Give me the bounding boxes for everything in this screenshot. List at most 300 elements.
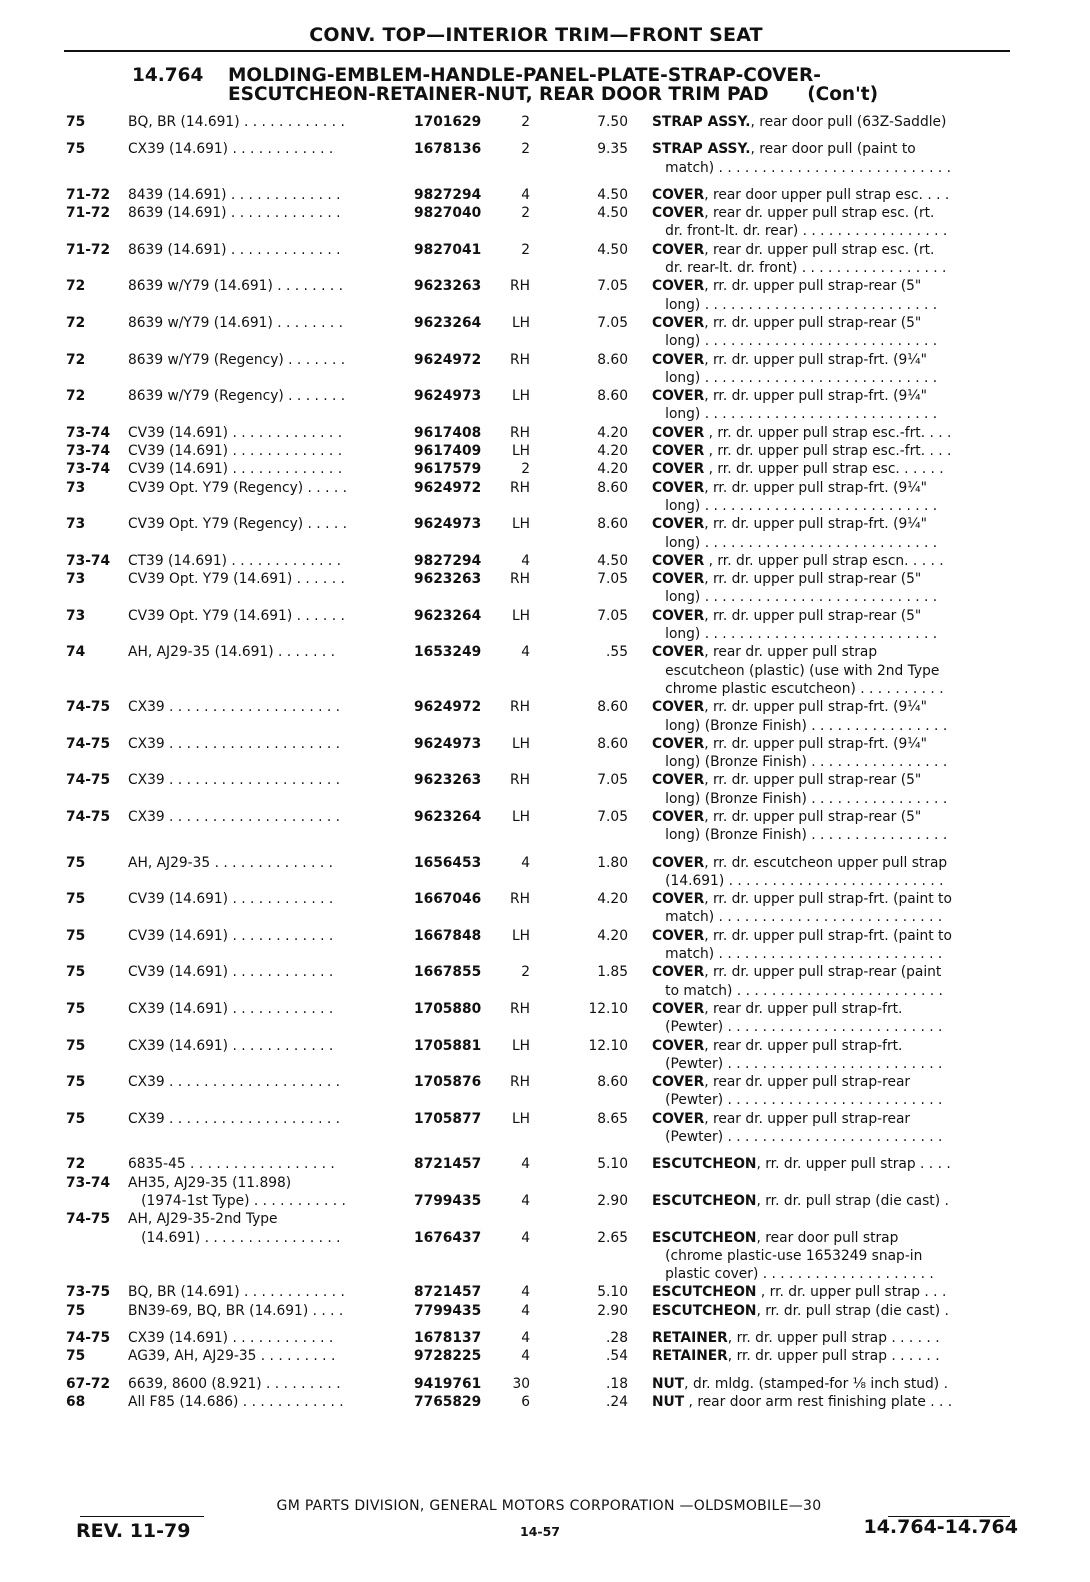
year-cell: 74-75 bbox=[66, 808, 111, 825]
table-row bbox=[0, 1110, 1090, 1128]
model-cell: (1974-1st Type) . . . . . . . . . . . bbox=[128, 1192, 346, 1209]
table-row bbox=[0, 1247, 1090, 1265]
price-cell: 2.90 bbox=[597, 1192, 628, 1209]
item-description: , rr. dr. upper pull strap-rear (5" bbox=[704, 772, 922, 789]
page-title: CONV. TOP—INTERIOR TRIM—FRONT SEAT bbox=[309, 24, 763, 46]
item-name: ESCUTCHEON bbox=[652, 1192, 757, 1209]
year-cell: 75 bbox=[66, 1000, 86, 1017]
item-description: , rr. dr. upper pull strap . . . . . . bbox=[727, 1330, 940, 1346]
item-description: long) . . . . . . . . . . . . . . . . . . . . . . . . . . . bbox=[652, 406, 938, 423]
table-row bbox=[0, 698, 1090, 716]
description-cell bbox=[652, 497, 937, 515]
year-cell: 73-74 bbox=[66, 461, 111, 478]
part-number-cell: 1705876 bbox=[414, 1074, 482, 1091]
table-row bbox=[0, 607, 1090, 625]
item-name: COVER bbox=[652, 699, 705, 716]
year-cell: 73-75 bbox=[66, 1284, 111, 1301]
table-row bbox=[0, 515, 1090, 533]
part-number-cell: 9617409 bbox=[414, 443, 482, 460]
model-cell: 8639 w/Y79 (Regency) . . . . . . . bbox=[128, 388, 346, 405]
year-cell: 75 bbox=[66, 927, 86, 944]
item-name: NUT bbox=[652, 1375, 685, 1392]
item-description: , rr. dr. upper pull strap-rear (5" bbox=[704, 607, 922, 624]
item-description: , rr. dr. upper pull strap-rear (5" bbox=[704, 314, 922, 331]
model-cell: CV39 (14.691) . . . . . . . . . . . . . bbox=[128, 443, 343, 460]
table-row bbox=[0, 588, 1090, 606]
item-name: COVER bbox=[652, 1110, 705, 1127]
item-description: , rr. dr. escutcheon upper pull strap bbox=[704, 854, 948, 871]
price-cell: 8.60 bbox=[597, 479, 628, 496]
section-number: 14.764 bbox=[132, 65, 204, 86]
part-number-cell: 9623264 bbox=[414, 607, 482, 624]
year-cell: 74-75 bbox=[66, 735, 111, 752]
description-cell bbox=[652, 1018, 942, 1036]
item-description: plastic cover) . . . . . . . . . . . . . . . . . . . . bbox=[652, 1266, 934, 1283]
year-cell: 75 bbox=[66, 1302, 86, 1319]
table-row bbox=[0, 405, 1090, 423]
description-cell bbox=[652, 140, 916, 158]
item-name: COVER bbox=[652, 571, 705, 588]
description-cell bbox=[652, 1302, 949, 1320]
quantity-cell: LH bbox=[511, 808, 530, 825]
description-cell bbox=[652, 790, 947, 808]
item-description: , rear dr. upper pull strap esc. (rt. bbox=[704, 241, 935, 258]
part-number-cell: 9617579 bbox=[414, 461, 482, 478]
description-cell bbox=[652, 1155, 951, 1173]
price-cell: 8.60 bbox=[597, 735, 628, 752]
year-cell: 74-75 bbox=[66, 1211, 111, 1228]
quantity-cell: LH bbox=[511, 314, 530, 331]
table-row bbox=[0, 159, 1090, 177]
table-row bbox=[0, 890, 1090, 908]
price-cell: 12.10 bbox=[588, 1037, 628, 1054]
price-cell: 4.20 bbox=[597, 461, 628, 478]
description-cell bbox=[652, 854, 947, 872]
model-cell: CV39 Opt. Y79 (14.691) . . . . . . bbox=[128, 571, 345, 588]
description-cell bbox=[652, 296, 937, 314]
quantity-cell: RH bbox=[510, 772, 530, 789]
part-number-cell: 9624972 bbox=[414, 479, 482, 496]
item-description: match) . . . . . . . . . . . . . . . . . . . . . . . . . . . bbox=[652, 159, 951, 176]
description-cell bbox=[652, 1329, 940, 1347]
description-cell bbox=[652, 387, 927, 405]
table-row bbox=[0, 1018, 1090, 1036]
price-cell: 7.05 bbox=[597, 278, 628, 295]
description-cell bbox=[652, 963, 941, 981]
item-name: ESCUTCHEON bbox=[652, 1284, 757, 1301]
model-cell: BQ, BR (14.691) . . . . . . . . . . . . bbox=[128, 1284, 345, 1301]
quantity-cell: LH bbox=[511, 607, 530, 624]
quantity-cell: 4 bbox=[521, 186, 530, 203]
table-row bbox=[0, 277, 1090, 295]
table-row bbox=[0, 140, 1090, 158]
description-cell bbox=[652, 332, 937, 350]
description-cell bbox=[652, 460, 944, 478]
table-row bbox=[0, 259, 1090, 277]
quantity-cell: RH bbox=[510, 891, 530, 908]
item-name: RETAINER bbox=[652, 1348, 728, 1365]
footer-revision: REV. 11-79 bbox=[76, 1520, 191, 1542]
quantity-cell: LH bbox=[511, 516, 530, 533]
price-cell: 9.35 bbox=[597, 141, 628, 158]
model-cell: CX39 . . . . . . . . . . . . . . . . . . . . bbox=[128, 699, 341, 716]
year-cell: 75 bbox=[66, 1110, 86, 1127]
year-cell: 72 bbox=[66, 351, 86, 368]
table-row bbox=[0, 1000, 1090, 1018]
description-cell bbox=[652, 369, 937, 387]
quantity-cell: 2 bbox=[521, 241, 530, 258]
item-description: , rr. dr. upper pull strap esc. . . . . . bbox=[704, 461, 944, 478]
part-number-cell: 9827040 bbox=[414, 205, 482, 222]
price-cell: 5.10 bbox=[597, 1284, 628, 1301]
price-cell: 8.60 bbox=[597, 351, 628, 368]
model-cell: 8639 (14.691) . . . . . . . . . . . . . bbox=[128, 205, 341, 222]
description-cell bbox=[652, 314, 921, 332]
model-cell: CX39 (14.691) . . . . . . . . . . . . bbox=[128, 1000, 334, 1017]
description-cell bbox=[652, 277, 921, 295]
description-cell bbox=[652, 186, 949, 204]
item-description: , rr. dr. upper pull strap . . . . . . bbox=[727, 1348, 940, 1365]
quantity-cell: 4 bbox=[521, 1229, 530, 1246]
item-name: COVER bbox=[652, 644, 705, 661]
quantity-cell: 4 bbox=[521, 1302, 530, 1319]
description-cell bbox=[652, 1037, 902, 1055]
part-number-cell: 9827294 bbox=[414, 186, 482, 203]
price-cell: 7.05 bbox=[597, 772, 628, 789]
description-cell bbox=[652, 680, 944, 698]
item-description: , rr. dr. upper pull strap-rear (paint bbox=[704, 964, 942, 981]
model-cell: CV39 (14.691) . . . . . . . . . . . . bbox=[128, 891, 334, 908]
table-row bbox=[0, 314, 1090, 332]
price-cell: 4.20 bbox=[597, 443, 628, 460]
section-title-line1: MOLDING-EMBLEM-HANDLE-PANEL-PLATE-STRAP-COVER- bbox=[228, 65, 821, 86]
table-row bbox=[0, 1055, 1090, 1073]
year-cell: 67-72 bbox=[66, 1375, 111, 1392]
price-cell: .55 bbox=[606, 644, 628, 661]
part-number-cell: 1667848 bbox=[414, 927, 482, 944]
table-row bbox=[0, 1320, 1090, 1329]
quantity-cell: LH bbox=[511, 443, 530, 460]
table-row bbox=[0, 662, 1090, 680]
item-description: , rr. dr. upper pull strap esc.-frt. . . . bbox=[704, 424, 952, 441]
item-description: long) . . . . . . . . . . . . . . . . . . . . . . . . . . . bbox=[652, 534, 938, 551]
quantity-cell: RH bbox=[510, 1000, 530, 1017]
table-row bbox=[0, 771, 1090, 789]
description-cell bbox=[652, 424, 951, 442]
table-row bbox=[0, 497, 1090, 515]
description-cell bbox=[652, 1192, 949, 1210]
item-name: COVER bbox=[652, 186, 705, 203]
description-cell bbox=[652, 826, 947, 844]
description-cell bbox=[652, 607, 921, 625]
table-row bbox=[0, 1283, 1090, 1301]
description-cell bbox=[652, 552, 944, 570]
table-row bbox=[0, 1375, 1090, 1393]
description-cell bbox=[652, 945, 942, 963]
description-cell bbox=[652, 1229, 898, 1247]
item-description: , rr. dr. upper pull strap-rear (5" bbox=[704, 808, 922, 825]
item-description: , rear door upper pull strap esc. . . . bbox=[704, 186, 950, 203]
model-cell: AH, AJ29-35 . . . . . . . . . . . . . . bbox=[128, 854, 333, 871]
model-cell: BQ, BR (14.691) . . . . . . . . . . . . bbox=[128, 114, 345, 130]
quantity-cell: RH bbox=[510, 1074, 530, 1091]
item-description: , rr. dr. upper pull strap-rear (5" bbox=[704, 278, 922, 295]
item-description: long) . . . . . . . . . . . . . . . . . . . . . . . . . . . bbox=[652, 497, 938, 514]
item-description: long) (Bronze Finish) . . . . . . . . . . . . . . . . bbox=[652, 827, 948, 844]
part-number-cell: 1705881 bbox=[414, 1037, 482, 1054]
model-cell: CV39 Opt. Y79 (Regency) . . . . . bbox=[128, 516, 347, 533]
model-cell: CX39 (14.691) . . . . . . . . . . . . bbox=[128, 1037, 334, 1054]
price-cell: 7.05 bbox=[597, 808, 628, 825]
model-cell: 8639 w/Y79 (Regency) . . . . . . . bbox=[128, 351, 346, 368]
year-cell: 75 bbox=[66, 854, 86, 871]
item-name: COVER bbox=[652, 808, 705, 825]
model-cell: CV39 (14.691) . . . . . . . . . . . . bbox=[128, 927, 334, 944]
quantity-cell: RH bbox=[510, 571, 530, 588]
year-cell: 75 bbox=[66, 964, 86, 981]
year-cell: 72 bbox=[66, 388, 86, 405]
item-description: , rr. dr. upper pull strap esc.-frt. . . . bbox=[704, 443, 952, 460]
price-cell: 7.05 bbox=[597, 607, 628, 624]
description-cell bbox=[652, 735, 927, 753]
model-cell: 8639 w/Y79 (14.691) . . . . . . . . bbox=[128, 314, 344, 331]
item-name: COVER bbox=[652, 205, 705, 222]
item-name: COVER bbox=[652, 461, 705, 478]
description-cell bbox=[652, 259, 946, 277]
item-description: escutcheon (plastic) (use with 2nd Type bbox=[652, 662, 940, 679]
table-row bbox=[0, 1265, 1090, 1283]
quantity-cell: LH bbox=[511, 927, 530, 944]
item-name: RETAINER bbox=[652, 1330, 728, 1346]
item-description: , rear dr. upper pull strap-rear bbox=[704, 1074, 911, 1091]
description-cell bbox=[652, 1055, 942, 1073]
year-cell: 75 bbox=[66, 891, 86, 908]
part-number-cell: 7765829 bbox=[414, 1393, 482, 1410]
description-cell bbox=[652, 1347, 940, 1365]
price-cell: .28 bbox=[606, 1330, 628, 1346]
model-cell: (14.691) . . . . . . . . . . . . . . . . bbox=[128, 1229, 341, 1246]
table-row bbox=[0, 1091, 1090, 1109]
quantity-cell: 2 bbox=[521, 141, 530, 158]
item-description: , rear door pull (63Z-Saddle) bbox=[750, 114, 947, 130]
price-cell: 2.90 bbox=[597, 1302, 628, 1319]
item-description: (Pewter) . . . . . . . . . . . . . . . . . . . . . . . . . bbox=[652, 1092, 943, 1109]
part-number-cell: 9624973 bbox=[414, 516, 482, 533]
part-number-cell: 1678137 bbox=[414, 1330, 482, 1346]
description-cell bbox=[652, 662, 939, 680]
price-cell: .18 bbox=[606, 1375, 628, 1392]
section-title-line2: ESCUTCHEON-RETAINER-NUT, REAR DOOR TRIM PAD (Con't) bbox=[228, 84, 879, 105]
model-cell: AG39, AH, AJ29-35 . . . . . . . . . bbox=[128, 1348, 336, 1365]
price-cell: 4.50 bbox=[597, 186, 628, 203]
part-number-cell: 9623264 bbox=[414, 808, 482, 825]
item-description: (Pewter) . . . . . . . . . . . . . . . . . . . . . . . . . bbox=[652, 1129, 943, 1146]
quantity-cell: 30 bbox=[512, 1375, 530, 1392]
price-cell: 4.50 bbox=[597, 205, 628, 222]
item-name: COVER bbox=[652, 772, 705, 789]
model-cell: BN39-69, BQ, BR (14.691) . . . . bbox=[128, 1302, 344, 1319]
item-name: NUT bbox=[652, 1393, 685, 1410]
quantity-cell: 4 bbox=[521, 1284, 530, 1301]
description-cell bbox=[652, 241, 934, 259]
table-row bbox=[0, 1073, 1090, 1091]
part-number-cell: 9623263 bbox=[414, 772, 482, 789]
part-number-cell: 8721457 bbox=[414, 1156, 482, 1173]
price-cell: 12.10 bbox=[588, 1000, 628, 1017]
table-row bbox=[0, 826, 1090, 844]
quantity-cell: RH bbox=[510, 424, 530, 441]
footer-page-number: 14-57 bbox=[520, 1524, 560, 1539]
item-name: COVER bbox=[652, 1000, 705, 1017]
table-row bbox=[0, 1174, 1090, 1192]
description-cell bbox=[652, 222, 947, 240]
model-cell: CV39 Opt. Y79 (Regency) . . . . . bbox=[128, 479, 347, 496]
table-row bbox=[0, 387, 1090, 405]
table-row bbox=[0, 854, 1090, 872]
description-cell bbox=[652, 872, 943, 890]
table-row bbox=[0, 351, 1090, 369]
table-row bbox=[0, 296, 1090, 314]
description-cell bbox=[652, 588, 937, 606]
item-description: , rear dr. upper pull strap-frt. bbox=[704, 1000, 903, 1017]
item-description: (Pewter) . . . . . . . . . . . . . . . . . . . . . . . . . bbox=[652, 1055, 943, 1072]
table-row bbox=[0, 1302, 1090, 1320]
table-row bbox=[0, 1229, 1090, 1247]
part-number-cell: 1656453 bbox=[414, 854, 482, 871]
description-cell bbox=[652, 1265, 934, 1283]
item-description: long) . . . . . . . . . . . . . . . . . . . . . . . . . . . bbox=[652, 296, 938, 313]
model-cell: CX39 . . . . . . . . . . . . . . . . . . . . bbox=[128, 772, 341, 789]
quantity-cell: 2 bbox=[521, 964, 530, 981]
part-number-cell: 7799435 bbox=[414, 1192, 482, 1209]
description-cell bbox=[652, 643, 877, 661]
quantity-cell: 4 bbox=[521, 1192, 530, 1209]
item-name: COVER bbox=[652, 1037, 705, 1054]
description-cell bbox=[652, 1073, 910, 1091]
table-row bbox=[0, 643, 1090, 661]
table-row bbox=[0, 790, 1090, 808]
year-cell: 74 bbox=[66, 644, 86, 661]
table-row bbox=[0, 1329, 1090, 1347]
description-cell bbox=[652, 908, 942, 926]
footer-rule-left bbox=[80, 1516, 204, 1517]
model-cell: CT39 (14.691) . . . . . . . . . . . . . bbox=[128, 552, 342, 569]
year-cell: 75 bbox=[66, 1074, 86, 1091]
item-name: COVER bbox=[652, 735, 705, 752]
year-cell: 72 bbox=[66, 278, 86, 295]
table-row bbox=[0, 1037, 1090, 1055]
model-cell: CV39 (14.691) . . . . . . . . . . . . . bbox=[128, 461, 343, 478]
item-description: , rr. dr. pull strap (die cast) . bbox=[756, 1302, 949, 1319]
description-cell bbox=[652, 1128, 942, 1146]
table-row bbox=[0, 1192, 1090, 1210]
year-cell: 75 bbox=[66, 1348, 86, 1365]
year-cell: 72 bbox=[66, 1156, 86, 1173]
year-cell: 68 bbox=[66, 1393, 86, 1410]
quantity-cell: LH bbox=[511, 1037, 530, 1054]
part-number-cell: 1676437 bbox=[414, 1229, 482, 1246]
price-cell: 8.60 bbox=[597, 516, 628, 533]
model-cell: CX39 . . . . . . . . . . . . . . . . . . . . bbox=[128, 1074, 341, 1091]
table-row bbox=[0, 460, 1090, 478]
item-name: COVER bbox=[652, 516, 705, 533]
price-cell: 4.20 bbox=[597, 424, 628, 441]
item-name: COVER bbox=[652, 241, 705, 258]
description-cell bbox=[652, 204, 934, 222]
part-number-cell: 1705877 bbox=[414, 1110, 482, 1127]
year-cell: 72 bbox=[66, 314, 86, 331]
item-description: long) . . . . . . . . . . . . . . . . . . . . . . . . . . . bbox=[652, 626, 938, 643]
table-row bbox=[0, 570, 1090, 588]
item-description: , rear dr. upper pull strap-rear bbox=[704, 1110, 911, 1127]
description-cell bbox=[652, 927, 952, 945]
item-description: , rr. dr. upper pull strap . . . . bbox=[756, 1156, 951, 1173]
item-description: , rear door arm rest finishing plate . . . bbox=[684, 1393, 953, 1410]
part-number-cell: 1653249 bbox=[414, 644, 482, 661]
part-number-cell: 9827294 bbox=[414, 552, 482, 569]
table-row bbox=[0, 113, 1090, 131]
year-cell: 73-74 bbox=[66, 552, 111, 569]
model-cell: All F85 (14.686) . . . . . . . . . . . . bbox=[128, 1393, 344, 1410]
year-cell: 73 bbox=[66, 607, 86, 624]
price-cell: 1.85 bbox=[597, 964, 628, 981]
quantity-cell: RH bbox=[510, 278, 530, 295]
item-description: , rear dr. upper pull strap-frt. bbox=[704, 1037, 903, 1054]
description-cell bbox=[652, 1375, 948, 1393]
table-row bbox=[0, 872, 1090, 890]
part-number-cell: 9624972 bbox=[414, 699, 482, 716]
item-description: , rr. dr. upper pull strap-rear (5" bbox=[704, 571, 922, 588]
table-row bbox=[0, 241, 1090, 259]
table-row bbox=[0, 963, 1090, 981]
table-row bbox=[0, 204, 1090, 222]
quantity-cell: RH bbox=[510, 351, 530, 368]
part-number-cell: 9623263 bbox=[414, 278, 482, 295]
table-row bbox=[0, 625, 1090, 643]
price-cell: 5.10 bbox=[597, 1156, 628, 1173]
model-cell: CX39 . . . . . . . . . . . . . . . . . . . . bbox=[128, 808, 341, 825]
quantity-cell: 4 bbox=[521, 854, 530, 871]
table-row bbox=[0, 945, 1090, 963]
item-description: long) . . . . . . . . . . . . . . . . . . . . . . . . . . . bbox=[652, 369, 938, 386]
model-cell: AH, AJ29-35-2nd Type bbox=[128, 1211, 278, 1228]
item-description: (Pewter) . . . . . . . . . . . . . . . . . . . . . . . . . bbox=[652, 1019, 943, 1036]
table-row bbox=[0, 442, 1090, 460]
table-row bbox=[0, 1366, 1090, 1375]
table-row bbox=[0, 1393, 1090, 1411]
part-number-cell: 7799435 bbox=[414, 1302, 482, 1319]
price-cell: 4.50 bbox=[597, 552, 628, 569]
price-cell: 7.50 bbox=[597, 114, 628, 130]
quantity-cell: 4 bbox=[521, 644, 530, 661]
description-cell bbox=[652, 1091, 942, 1109]
item-description: , rr. dr. pull strap (die cast) . bbox=[756, 1192, 949, 1209]
item-description: long) (Bronze Finish) . . . . . . . . . . . . . . . . bbox=[652, 717, 948, 734]
price-cell: 7.05 bbox=[597, 314, 628, 331]
item-name: COVER bbox=[652, 314, 705, 331]
item-description: , dr. mldg. (stamped-for ⅛ inch stud) . bbox=[684, 1375, 948, 1392]
item-description: , rr. dr. upper pull strap-frt. (9¼" bbox=[704, 699, 927, 716]
item-name: ESCUTCHEON bbox=[652, 1302, 757, 1319]
price-cell: 4.50 bbox=[597, 241, 628, 258]
item-name: COVER bbox=[652, 479, 705, 496]
table-row bbox=[0, 680, 1090, 698]
table-row bbox=[0, 177, 1090, 186]
description-cell bbox=[652, 625, 937, 643]
part-number-cell: 9623264 bbox=[414, 314, 482, 331]
table-row bbox=[0, 808, 1090, 826]
item-name: COVER bbox=[652, 607, 705, 624]
